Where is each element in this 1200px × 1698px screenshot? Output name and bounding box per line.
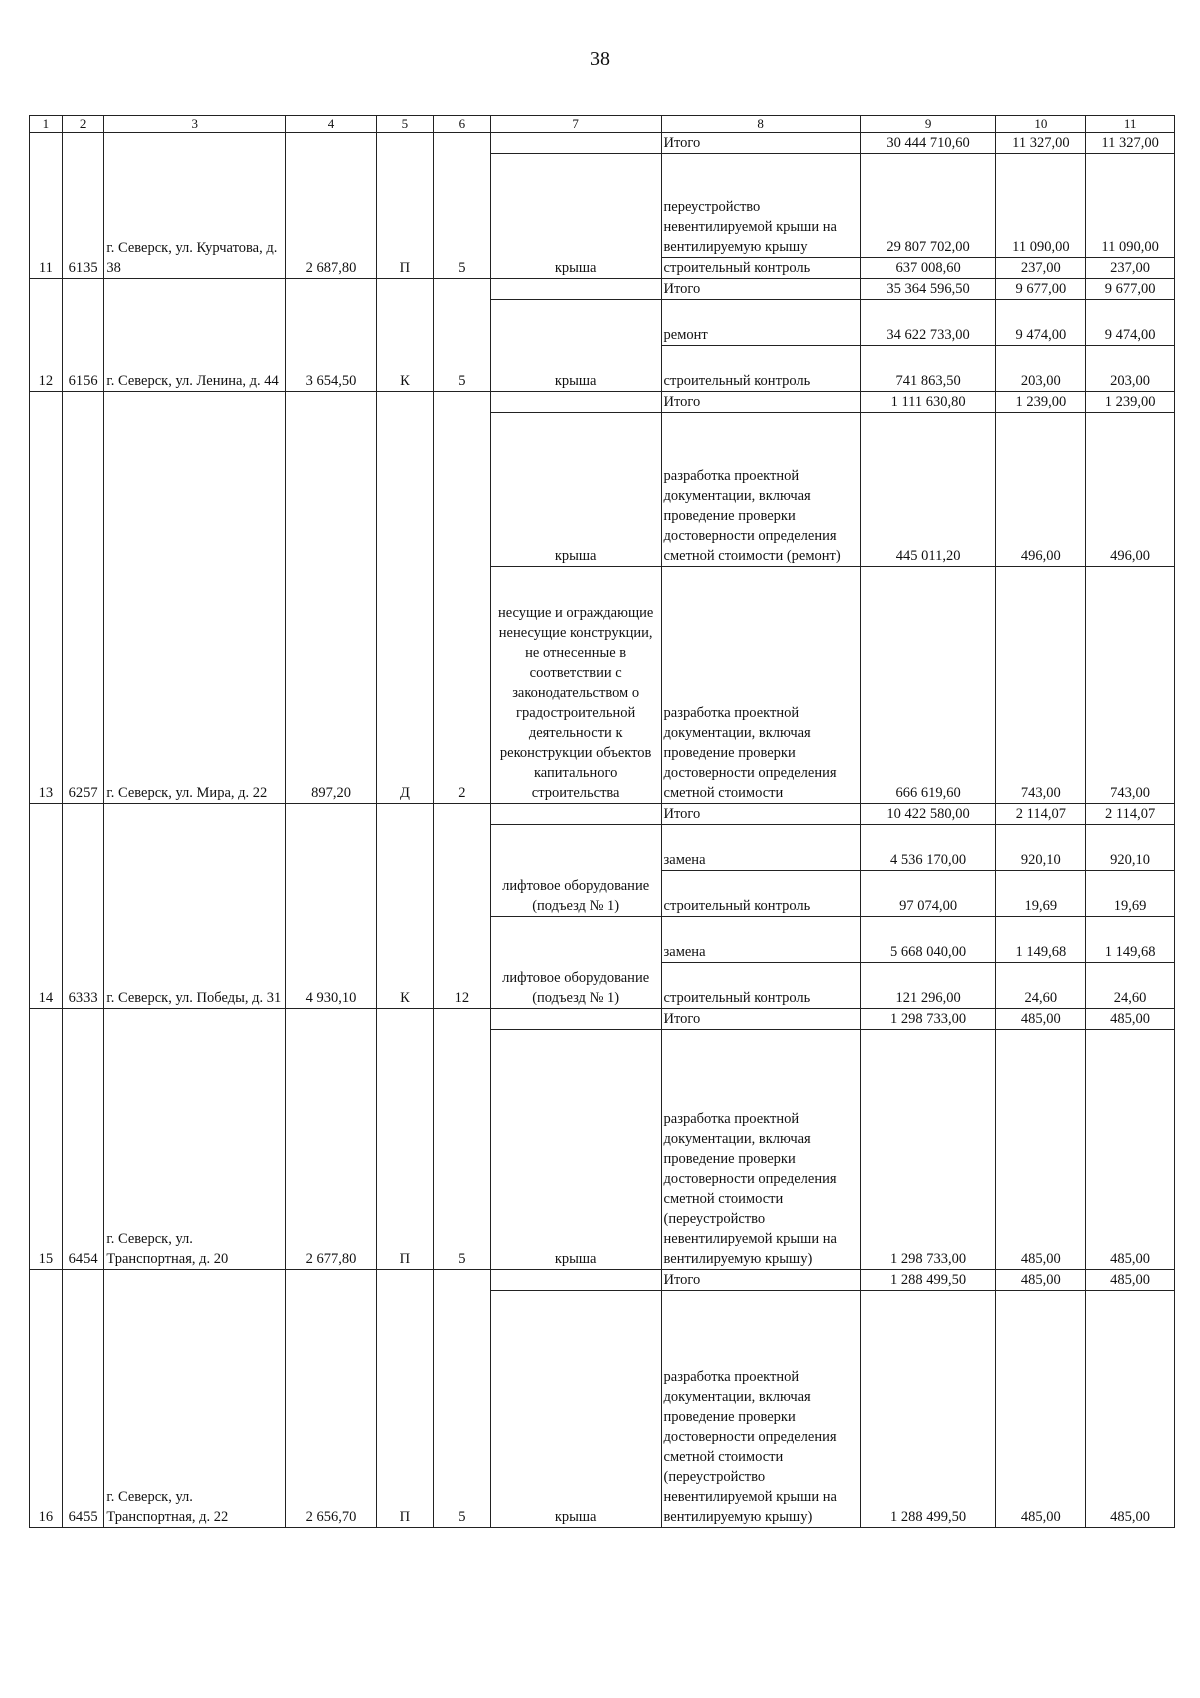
work-type: ремонт — [661, 300, 860, 346]
row-number: 14 — [30, 804, 63, 1009]
house-area: 4 930,10 — [286, 804, 377, 1009]
house-area: 2 656,70 — [286, 1270, 377, 1528]
house-floors: 5 — [433, 133, 490, 279]
group-total-row — [30, 279, 1175, 300]
work-cost-per-m2: 24,60 — [996, 963, 1086, 1009]
element-empty-cell — [490, 133, 661, 154]
work-type: строительный контроль — [661, 871, 860, 917]
house-type: К — [376, 804, 433, 1009]
group-total-row — [30, 1270, 1175, 1291]
work-type: замена — [661, 917, 860, 963]
house-area: 3 654,50 — [286, 279, 377, 392]
house-code: 6156 — [62, 279, 104, 392]
total-cost: 1 288 499,50 — [860, 1270, 996, 1291]
column-header: 7 — [490, 116, 661, 133]
work-cost-per-m2: 19,69 — [996, 871, 1086, 917]
total-cost-limit: 9 677,00 — [1086, 279, 1175, 300]
work-cost-limit: 19,69 — [1086, 871, 1175, 917]
work-cost-per-m2: 485,00 — [996, 1291, 1086, 1528]
structural-element: крыша — [490, 1291, 661, 1528]
total-cost-limit: 485,00 — [1086, 1009, 1175, 1030]
total-label: Итого — [661, 392, 860, 413]
house-code: 6135 — [62, 133, 104, 279]
work-cost: 445 011,20 — [860, 413, 996, 567]
work-cost-limit: 203,00 — [1086, 346, 1175, 392]
house-code: 6454 — [62, 1009, 104, 1270]
structural-element: крыша — [490, 1030, 661, 1270]
work-cost-per-m2: 1 149,68 — [996, 917, 1086, 963]
structural-element: крыша — [490, 154, 661, 279]
column-header: 9 — [860, 116, 996, 133]
work-type: замена — [661, 825, 860, 871]
work-type: строительный контроль — [661, 346, 860, 392]
work-type: переустройство невентилируемой крыши на вентилируемую крышу — [661, 154, 860, 258]
group-total-row — [30, 133, 1175, 154]
element-empty-cell — [490, 392, 661, 413]
house-code: 6257 — [62, 392, 104, 804]
work-cost: 4 536 170,00 — [860, 825, 996, 871]
work-cost-per-m2: 743,00 — [996, 567, 1086, 804]
structural-element: несущие и ограждающие ненесущие конструкции, не отнесенные в соответствии с законодательством о градостроительной деятельности к реконструкции объектов капитального строительства — [490, 567, 661, 804]
work-cost-per-m2: 203,00 — [996, 346, 1086, 392]
house-floors: 5 — [433, 1270, 490, 1528]
column-header: 3 — [104, 116, 286, 133]
house-address: г. Северск, ул. Транспортная, д. 20 — [104, 1009, 286, 1270]
row-number: 11 — [30, 133, 63, 279]
work-cost-per-m2: 920,10 — [996, 825, 1086, 871]
work-cost-per-m2: 485,00 — [996, 1030, 1086, 1270]
total-cost: 35 364 596,50 — [860, 279, 996, 300]
work-cost: 741 863,50 — [860, 346, 996, 392]
house-address: г. Северск, ул. Мира, д. 22 — [104, 392, 286, 804]
row-number: 13 — [30, 392, 63, 804]
group-total-row — [30, 1009, 1175, 1030]
total-cost-limit: 11 327,00 — [1086, 133, 1175, 154]
work-type: строительный контроль — [661, 963, 860, 1009]
total-label: Итого — [661, 133, 860, 154]
work-cost-limit: 11 090,00 — [1086, 154, 1175, 258]
house-code: 6333 — [62, 804, 104, 1009]
work-cost-limit: 9 474,00 — [1086, 300, 1175, 346]
total-cost-per-m2: 9 677,00 — [996, 279, 1086, 300]
structural-element: лифтовое оборудование (подъезд № 1) — [490, 917, 661, 1009]
work-cost: 121 296,00 — [860, 963, 996, 1009]
table-body — [30, 116, 1175, 1528]
group-total-row — [30, 392, 1175, 413]
total-cost-limit: 1 239,00 — [1086, 392, 1175, 413]
column-number-header-row — [30, 116, 1175, 133]
group-total-row — [30, 804, 1175, 825]
house-type: П — [376, 1270, 433, 1528]
work-cost-limit: 485,00 — [1086, 1030, 1175, 1270]
total-label: Итого — [661, 804, 860, 825]
house-floors: 12 — [433, 804, 490, 1009]
work-type: разработка проектной документации, включая проведение проверки достоверности определения сметной стоимости (переустройство невентилируемой крыши на вентилируемую крышу) — [661, 1030, 860, 1270]
structural-element: крыша — [490, 413, 661, 567]
column-header: 8 — [661, 116, 860, 133]
column-header: 2 — [62, 116, 104, 133]
column-header: 11 — [1086, 116, 1175, 133]
work-cost: 637 008,60 — [860, 258, 996, 279]
work-cost-per-m2: 11 090,00 — [996, 154, 1086, 258]
house-area: 897,20 — [286, 392, 377, 804]
column-header: 6 — [433, 116, 490, 133]
work-cost-limit: 496,00 — [1086, 413, 1175, 567]
total-cost: 10 422 580,00 — [860, 804, 996, 825]
house-address: г. Северск, ул. Победы, д. 31 — [104, 804, 286, 1009]
work-cost: 97 074,00 — [860, 871, 996, 917]
work-cost: 1 298 733,00 — [860, 1030, 996, 1270]
work-cost: 5 668 040,00 — [860, 917, 996, 963]
house-floors: 2 — [433, 392, 490, 804]
total-cost-per-m2: 485,00 — [996, 1270, 1086, 1291]
work-type: разработка проектной документации, включая проведение проверки достоверности определения сметной стоимости — [661, 567, 860, 804]
total-cost-per-m2: 485,00 — [996, 1009, 1086, 1030]
work-cost: 34 622 733,00 — [860, 300, 996, 346]
work-cost-limit: 485,00 — [1086, 1291, 1175, 1528]
total-cost: 1 298 733,00 — [860, 1009, 996, 1030]
total-cost-per-m2: 11 327,00 — [996, 133, 1086, 154]
work-cost-per-m2: 496,00 — [996, 413, 1086, 567]
work-cost-limit: 920,10 — [1086, 825, 1175, 871]
work-cost-limit: 1 149,68 — [1086, 917, 1175, 963]
house-floors: 5 — [433, 279, 490, 392]
total-label: Итого — [661, 279, 860, 300]
row-number: 15 — [30, 1009, 63, 1270]
work-cost-per-m2: 237,00 — [996, 258, 1086, 279]
structural-element: крыша — [490, 300, 661, 392]
row-number: 16 — [30, 1270, 63, 1528]
house-type: П — [376, 133, 433, 279]
column-header: 10 — [996, 116, 1086, 133]
work-cost: 1 288 499,50 — [860, 1291, 996, 1528]
element-empty-cell — [490, 279, 661, 300]
house-area: 2 687,80 — [286, 133, 377, 279]
element-empty-cell — [490, 1009, 661, 1030]
work-cost-limit: 743,00 — [1086, 567, 1175, 804]
work-cost-per-m2: 9 474,00 — [996, 300, 1086, 346]
element-empty-cell — [490, 1270, 661, 1291]
work-cost: 666 619,60 — [860, 567, 996, 804]
total-label: Итого — [661, 1009, 860, 1030]
house-type: Д — [376, 392, 433, 804]
work-cost-limit: 237,00 — [1086, 258, 1175, 279]
house-floors: 5 — [433, 1009, 490, 1270]
total-cost-per-m2: 1 239,00 — [996, 392, 1086, 413]
total-cost: 30 444 710,60 — [860, 133, 996, 154]
column-header: 1 — [30, 116, 63, 133]
work-type: разработка проектной документации, включая проведение проверки достоверности определения сметной стоимости (ремонт) — [661, 413, 860, 567]
column-header: 5 — [376, 116, 433, 133]
page-number: 38 — [590, 48, 610, 70]
house-type: К — [376, 279, 433, 392]
house-area: 2 677,80 — [286, 1009, 377, 1270]
house-code: 6455 — [62, 1270, 104, 1528]
total-cost-limit: 485,00 — [1086, 1270, 1175, 1291]
row-number: 12 — [30, 279, 63, 392]
house-address: г. Северск, ул. Курчатова, д. 38 — [104, 133, 286, 279]
house-type: П — [376, 1009, 433, 1270]
total-cost-per-m2: 2 114,07 — [996, 804, 1086, 825]
total-label: Итого — [661, 1270, 860, 1291]
house-address: г. Северск, ул. Транспортная, д. 22 — [104, 1270, 286, 1528]
house-address: г. Северск, ул. Ленина, д. 44 — [104, 279, 286, 392]
total-cost: 1 111 630,80 — [860, 392, 996, 413]
capital-repair-table — [29, 115, 1175, 1528]
work-cost-limit: 24,60 — [1086, 963, 1175, 1009]
structural-element: лифтовое оборудование (подъезд № 1) — [490, 825, 661, 917]
total-cost-limit: 2 114,07 — [1086, 804, 1175, 825]
work-type: разработка проектной документации, включая проведение проверки достоверности определения сметной стоимости (переустройство невентилируемой крыши на вентилируемую крышу) — [661, 1291, 860, 1528]
work-type: строительный контроль — [661, 258, 860, 279]
column-header: 4 — [286, 116, 377, 133]
element-empty-cell — [490, 804, 661, 825]
work-cost: 29 807 702,00 — [860, 154, 996, 258]
